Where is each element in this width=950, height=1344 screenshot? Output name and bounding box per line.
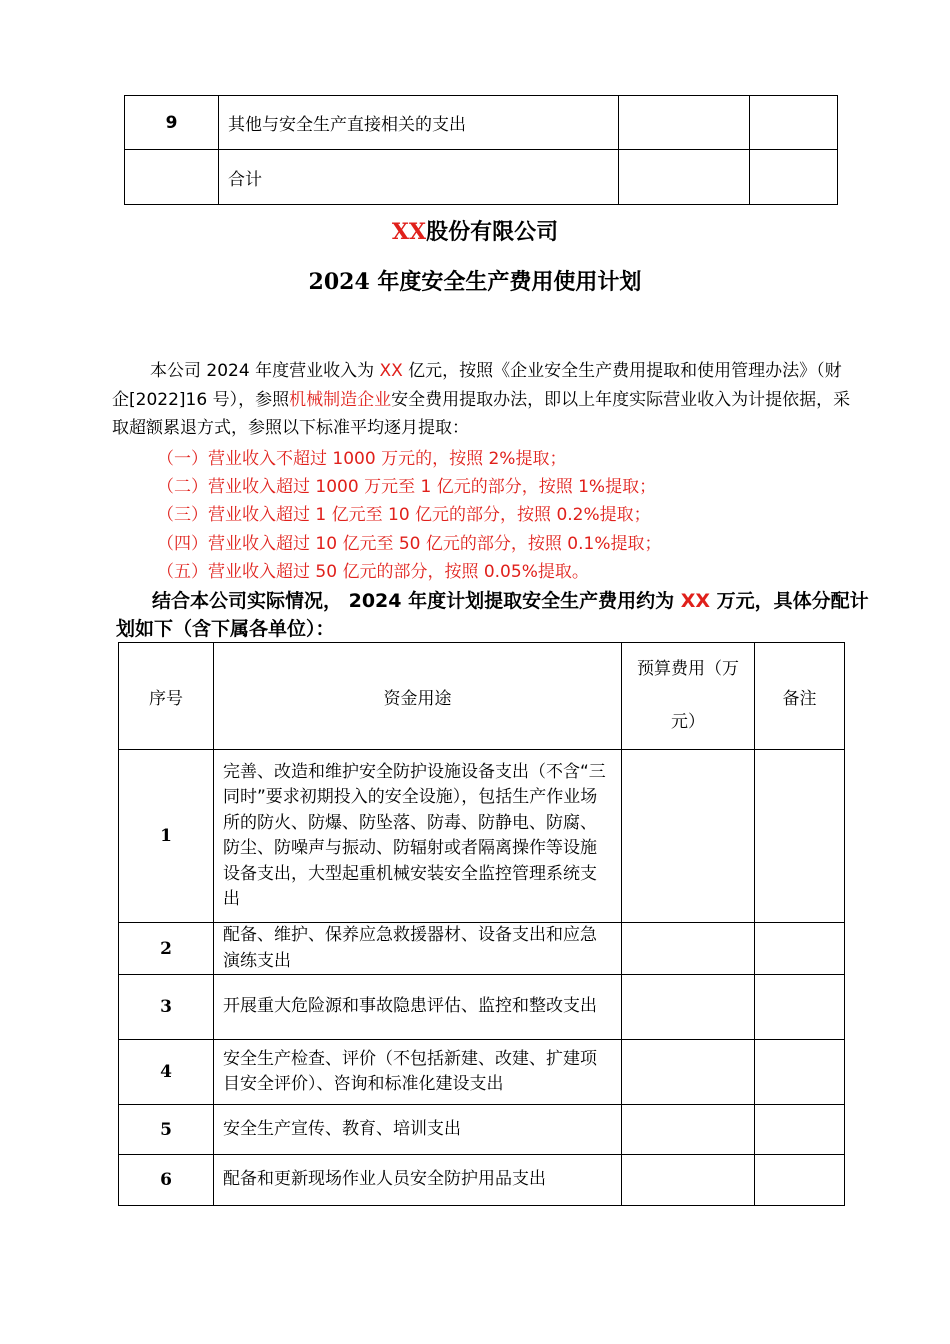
rule-item: （三）营业收入超过 1 亿元至 10 亿元的部分，按照 0.2%提取； (157, 505, 651, 525)
table-row (125, 96, 838, 150)
row-purpose: 完善、改造和维护安全防护设施设备支出（不含“三同时”要求初期投入的安全设施），包括生产作业场所的防火、防爆、防坠落、防毒、防静电、防腐、防尘、防噪声与振动、防辐射或者隔离操作等设施设备支出，大型起重机械安装安全监控管理系统支出 (214, 750, 622, 923)
allocation-table (118, 642, 845, 1206)
row-purpose: 其他与安全生产直接相关的支出 (219, 96, 619, 150)
remark-cell (755, 750, 845, 923)
header-purpose: 资金用途 (214, 643, 622, 750)
rule-item: （二）营业收入超过 1000 万元至 1 亿元的部分，按照 1%提取； (157, 477, 657, 497)
header-budget (622, 643, 755, 750)
header-budget-line1: 预算费用（万 (637, 659, 739, 679)
table-row (119, 1105, 845, 1155)
row-number: 5 (119, 1105, 214, 1155)
budget-cell (622, 1105, 755, 1155)
rule-item: （四）营业收入超过 10 亿元至 50 亿元的部分，按照 0.1%提取； (157, 534, 662, 554)
table-row (119, 975, 845, 1040)
table-row (119, 750, 845, 923)
previous-page-table (124, 95, 838, 205)
remark-cell (755, 1105, 845, 1155)
budget-cell (622, 1155, 755, 1206)
table-row (119, 1040, 845, 1105)
plan-title: 2024 年度安全生产费用使用计划 (308, 269, 642, 295)
header-number: 序号 (119, 643, 214, 750)
budget-cell (622, 923, 755, 975)
summary-text: 结合本公司实际情况， 2024 年度计划提取安全生产费用约为 (152, 590, 681, 612)
row-purpose: 配备、维护、保养应急救援器材、设备支出和应急演练支出 (214, 923, 622, 975)
rule-item: （一）营业收入不超过 1000 万元的，按照 2%提取； (157, 449, 567, 469)
row-number: 2 (119, 923, 214, 975)
header-budget-line2: 元） (671, 712, 705, 732)
header-remark: 备注 (755, 643, 845, 750)
row-purpose: 配备和更新现场作业人员安全防护用品支出 (214, 1155, 622, 1206)
budget-cell (619, 96, 750, 150)
remark-cell (755, 975, 845, 1040)
summary-text: 万元，具体分配计划如下（含下属各单位）： (116, 590, 869, 640)
table-row (125, 150, 838, 205)
company-name-suffix: 股份有限公司 (426, 220, 559, 245)
intro-paragraph (112, 357, 852, 443)
rule-item: （五）营业收入超过 50 亿元的部分，按照 0.05%提取。 (157, 562, 589, 582)
intro-text: 亿元，按照《企业安全生产费用提取和使用管理办法》（财企[2022]16 号），参照 (112, 361, 842, 410)
revenue-placeholder: XX (379, 361, 403, 381)
table-row (119, 1155, 845, 1206)
row-number (125, 150, 219, 205)
remark-cell (755, 1040, 845, 1105)
row-number: 3 (119, 975, 214, 1040)
row-number: 4 (119, 1040, 214, 1105)
budget-cell (619, 150, 750, 205)
company-title (0, 215, 950, 246)
row-purpose: 安全生产检查、评价（不包括新建、改建、扩建项目安全评价）、咨询和标准化建设支出 (214, 1040, 622, 1105)
row-number: 1 (119, 750, 214, 923)
row-purpose: 合计 (219, 150, 619, 205)
budget-cell (622, 1040, 755, 1105)
row-number: 9 (125, 96, 219, 150)
remark-cell (755, 923, 845, 975)
budget-cell (622, 975, 755, 1040)
row-purpose: 开展重大危险源和事故隐患评估、监控和整改支出 (214, 975, 622, 1040)
remark-cell (755, 1155, 845, 1206)
table-header-row (119, 643, 845, 750)
intro-text: 安全费用提取办法，即以上年度实际营业收入为计提依据，采取超额累退方式，参照以下标准平均逐月提取： (112, 389, 851, 438)
row-purpose: 安全生产宣传、教育、培训支出 (214, 1105, 622, 1155)
remark-cell (750, 150, 838, 205)
amount-placeholder: XX (680, 590, 711, 612)
summary-paragraph (116, 587, 876, 643)
budget-cell (622, 750, 755, 923)
table-row (119, 923, 845, 975)
company-name-placeholder: XX (391, 219, 427, 245)
remark-cell (750, 96, 838, 150)
intro-text: 本公司 2024 年度营业收入为 (150, 361, 380, 381)
industry-highlight: 机械制造企业 (289, 389, 392, 410)
row-number: 6 (119, 1155, 214, 1206)
